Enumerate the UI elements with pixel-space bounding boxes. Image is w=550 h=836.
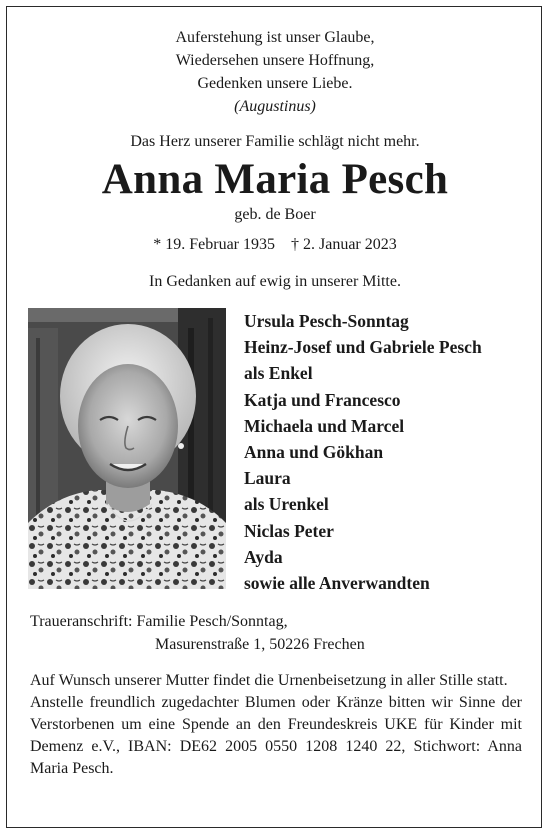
maiden-name: geb. de Boer <box>234 206 316 223</box>
death-date: † 2. Januar 2023 <box>291 236 397 253</box>
mourner-line: Ursula Pesch-Sonntag <box>244 311 409 331</box>
mourner-line: Niclas Peter <box>244 520 334 541</box>
quote-line: Wiedersehen unsere Hoffnung, <box>175 52 375 69</box>
memorial-quote <box>0 26 550 118</box>
portrait-photo <box>28 308 226 589</box>
birth-date: * 19. Februar 1935 <box>153 236 275 253</box>
mourner-line: Anna und Gökhan <box>244 442 384 463</box>
quote-author: (Augustinus) <box>234 98 316 115</box>
mourner-line: Ayda <box>244 546 283 567</box>
remembrance-text: In Gedanken auf ewig in unserer Mitte. <box>149 273 401 290</box>
address-line: Masurenstraße 1, 50226 Frechen <box>155 636 365 653</box>
mourner-line: Michaela und Marcel <box>244 415 405 436</box>
mourners-list <box>244 308 534 596</box>
intro-text: Das Herz unserer Familie schlägt nicht mehr. <box>130 133 420 150</box>
address-line: Traueranschrift: Familie Pesch/Sonntag, <box>30 613 288 630</box>
life-dates <box>0 235 550 255</box>
mourner-line: Katja und Francesco <box>244 389 401 410</box>
mourner-line: Heinz-Josef und Gabriele Pesch <box>244 337 482 358</box>
mourning-address <box>30 610 365 656</box>
mourner-line: sowie alle Anverwandten <box>244 573 430 594</box>
mourner-line: als Urenkel <box>244 494 329 515</box>
donation-note: Anstelle freundlich zugedachter Blumen oder Kränze bitten wir Sinne der Verstorbenen um eine Spende an den Freundeskreis UKE für Kinder mit Demenz e.V., IBAN: DE62 2005 0550 1208 1240 22, Stichwort: Anna Maria Pesch. <box>30 694 522 777</box>
deceased-name: Anna Maria Pesch <box>101 156 449 203</box>
mourner-line: als Enkel <box>244 363 313 384</box>
notice-text <box>30 670 522 780</box>
quote-line: Auferstehung ist unser Glaube, <box>175 29 375 46</box>
quote-line: Gedenken unsere Liebe. <box>197 75 353 92</box>
mourner-line: Laura <box>244 468 291 489</box>
burial-note: Auf Wunsch unserer Mutter findet die Urnenbeisetzung in aller Stille statt. <box>30 672 508 689</box>
